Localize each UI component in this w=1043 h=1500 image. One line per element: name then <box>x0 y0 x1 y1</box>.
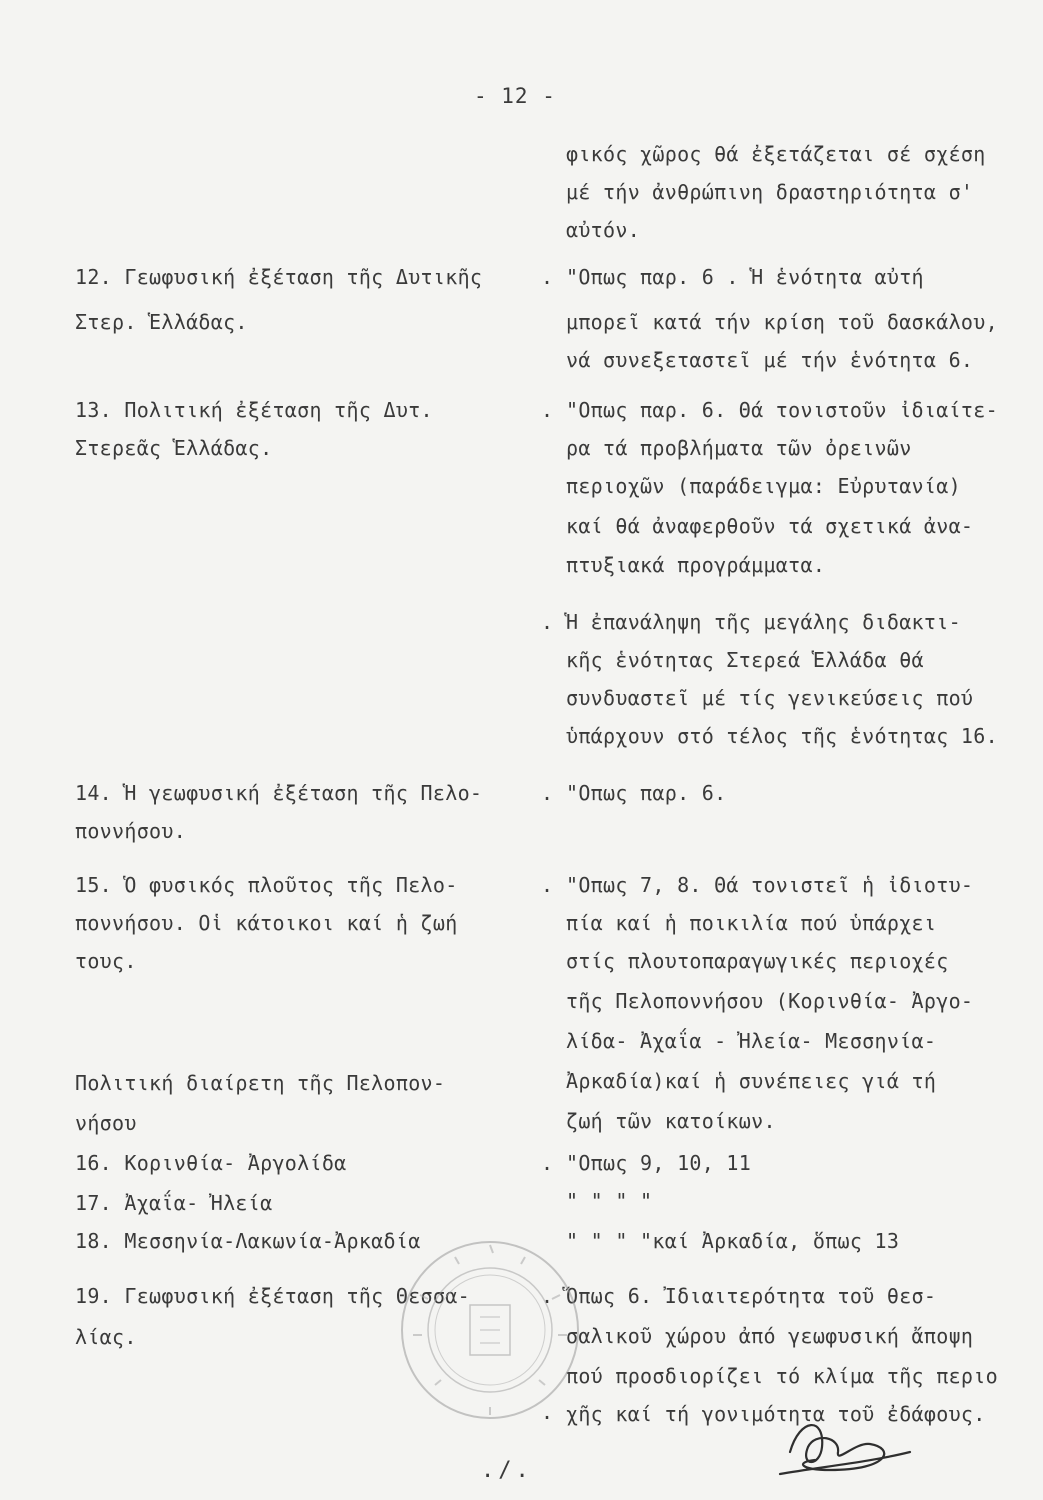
left-line-item-14: 14. Ἡ γεωφυσική ἐξέταση τῆς Πελο- <box>75 781 483 805</box>
right-line: πία καί ἡ ποικιλία πού ὑπάρχει <box>566 911 937 935</box>
left-line-item-19: 19. Γεωφυσική ἐξέταση τῆς Θεσσα- <box>75 1284 470 1308</box>
right-line: συνδυαστεῖ μέ τίς γενικεύσεις πού <box>566 686 974 710</box>
right-line: χῆς καί τή γονιμότητα τοῦ ἐδάφους. <box>566 1402 986 1426</box>
right-line: πού προσδιορίζει τό κλίμα τῆς περιο <box>566 1364 998 1388</box>
left-line-section-heading-cont: νήσου <box>75 1111 137 1135</box>
right-line: ρα τά προβλήματα τῶν ὀρεινῶν <box>566 436 912 460</box>
row-separator-dot: . <box>541 781 554 805</box>
left-line-item-15: 15. Ὁ φυσικός πλοῦτος τῆς Πελο- <box>75 873 458 897</box>
right-line: στίς πλουτοπαραγωγικές περιοχές <box>566 949 949 973</box>
row-separator-dot: . <box>541 1400 554 1424</box>
right-line: μπορεῖ κατά τήν κρίση τοῦ δασκάλου, <box>566 310 998 334</box>
official-stamp-icon <box>395 1235 585 1425</box>
right-line: φικός χῶρος θά ἐξετάζεται σέ σχέση <box>566 142 986 166</box>
right-line: " " " " <box>566 1189 653 1213</box>
signature-icon <box>770 1412 920 1482</box>
left-line-section-heading: Πολιτική διαίρετη τῆς Πελοπον- <box>75 1071 446 1095</box>
right-line: κῆς ἑνότητας Στερεά Ἑλλάδα θά <box>566 648 924 672</box>
left-line-item-14-cont: ποννήσου. <box>75 819 187 843</box>
right-line: λίδα- Ἀχαΐα - Ἠλεία- Μεσσηνία- <box>566 1029 937 1053</box>
left-line-item-15-cont2: τους. <box>75 949 137 973</box>
left-line-item-17: 17. Ἀχαΐα- Ἠλεία <box>75 1191 273 1215</box>
right-line: σαλικοῦ χώρου ἀπό γεωφυσική ἄποψη <box>566 1324 974 1348</box>
right-line: μέ τήν ἀνθρώπινη δραστηριότητα σ' <box>566 180 974 204</box>
left-line-item-16: 16. Κορινθία- Ἀργολίδα <box>75 1151 347 1175</box>
right-line: νά συνεξεταστεῖ μέ τήν ἑνότητα 6. <box>566 348 974 372</box>
row-separator-dot: . <box>541 1284 554 1308</box>
right-line: αὐτόν. <box>566 218 641 242</box>
right-line: "Οπως παρ. 6. Θά τονιστοῦν ἰδιαίτε- <box>566 398 998 422</box>
left-line-item-13: 13. Πολιτική ἐξέταση τῆς Δυτ. <box>75 398 433 422</box>
page-footer-mark: ./. <box>481 1458 533 1483</box>
right-line: ὑπάρχουν στό τέλος τῆς ἑνότητας 16. <box>566 724 998 748</box>
right-line: "Οπως 7, 8. Θά τονιστεῖ ἡ ἰδιοτυ- <box>566 873 974 897</box>
row-separator-dot: . <box>541 265 554 289</box>
row-separator-dot: . <box>541 873 554 897</box>
right-line: πτυξιακά προγράμματα. <box>566 553 826 577</box>
right-line: Ὅπως 6. Ἰδιαιτερότητα τοῦ θεσ- <box>566 1284 937 1308</box>
left-line-item-12-cont: Στερ. Ἑλλάδας. <box>75 310 248 334</box>
right-line: "Οπως παρ. 6. <box>566 781 727 805</box>
page-number: - 12 - <box>474 84 556 108</box>
left-line-item-18: 18. Μεσσηνία-Λακωνία-Ἀρκαδία <box>75 1229 421 1253</box>
left-line-item-13-cont: Στερεᾶς Ἑλλάδας. <box>75 436 273 460</box>
left-line-item-15-cont: ποννήσου. Οἱ κάτοικοι καί ἡ ζωή <box>75 911 458 935</box>
right-line: Ἀρκαδία)καί ἡ συνέπειες γιά τή <box>566 1069 937 1093</box>
right-line: ζωή τῶν κατοίκων. <box>566 1109 776 1133</box>
right-line: περιοχῶν (παράδειγμα: Εὐρυτανία) <box>566 474 961 498</box>
row-separator-dot: . <box>541 1151 554 1175</box>
row-separator-dot: . <box>541 610 554 634</box>
right-line: καί θά ἀναφερθοῦν τά σχετικά ἀνα- <box>566 514 974 538</box>
left-line-item-12: 12. Γεωφυσική ἐξέταση τῆς Δυτικῆς <box>75 265 483 289</box>
left-line-item-19-cont: λίας. <box>75 1325 137 1349</box>
row-separator-dot: . <box>541 398 554 422</box>
right-line: " " " "καί Ἀρκαδία, ὅπως 13 <box>566 1229 900 1253</box>
right-line: "Οπως 9, 10, 11 <box>566 1151 752 1175</box>
right-line: "Οπως παρ. 6 . Ἡ ἑνότητα αὐτή <box>566 265 924 289</box>
right-line: Ἡ ἐπανάληψη τῆς μεγάλης διδακτι- <box>566 610 961 634</box>
right-line: τῆς Πελοποννήσου (Κορινθία- Ἀργο- <box>566 989 974 1013</box>
